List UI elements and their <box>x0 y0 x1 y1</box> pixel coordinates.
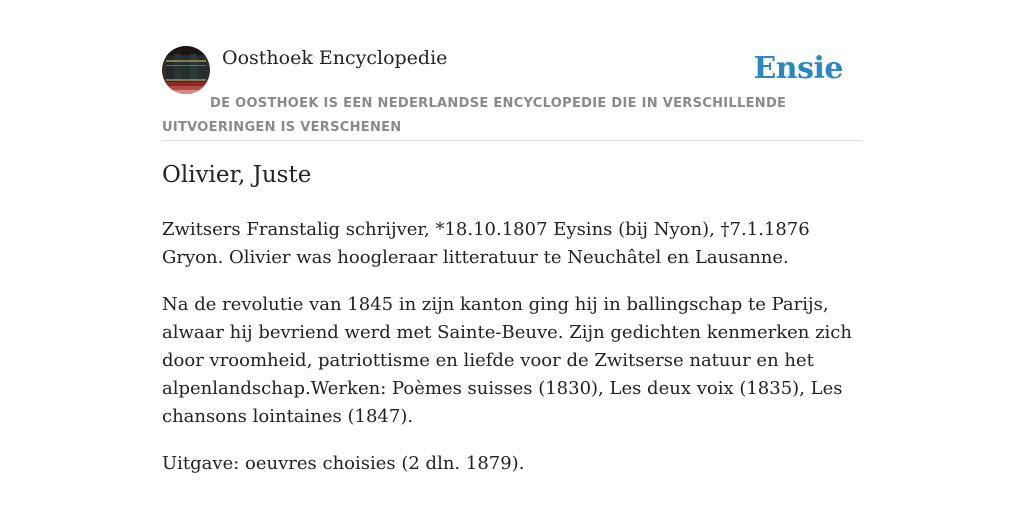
books-icon <box>162 46 210 94</box>
source-title[interactable]: Oosthoek Encyclopedie <box>222 47 448 69</box>
article-body <box>162 216 862 497</box>
encyclopedia-books-avatar[interactable] <box>162 46 210 94</box>
ensie-logo-link[interactable]: Ensie <box>753 51 843 86</box>
article-paragraph: Uitgave: oeuvres choisies (2 dln. 1879). <box>162 453 525 474</box>
article-paragraph: Zwitsers Franstalig schrijver, *18.10.1807 Eysins (bij Nyon), †7.1.1876 Gryon. Olivier was hoogleraar litteratuur te Neuchâtel en Lausanne. <box>162 219 810 268</box>
source-header <box>162 46 862 141</box>
source-tagline: DE OOSTHOEK IS EEN NEDERLANDSE ENCYCLOPEDIE DIE IN VERSCHILLENDE UITVOERINGEN IS VERSCHENEN <box>162 96 787 135</box>
article-paragraph: Na de revolutie van 1845 in zijn kanton ging hij in ballingschap te Parijs, alwaar hij bevriend werd met Sainte-Beuve. Zijn gedichten kenmerken zich door vroomheid, patriottisme en liefde voor de Zwitserse natuur en het alpenlandschap.Werken: Poèmes suisses (1830), Les deux voix (1835), Les chansons lointaines (1847). <box>162 294 852 427</box>
article-title: Olivier, Juste <box>162 162 312 188</box>
